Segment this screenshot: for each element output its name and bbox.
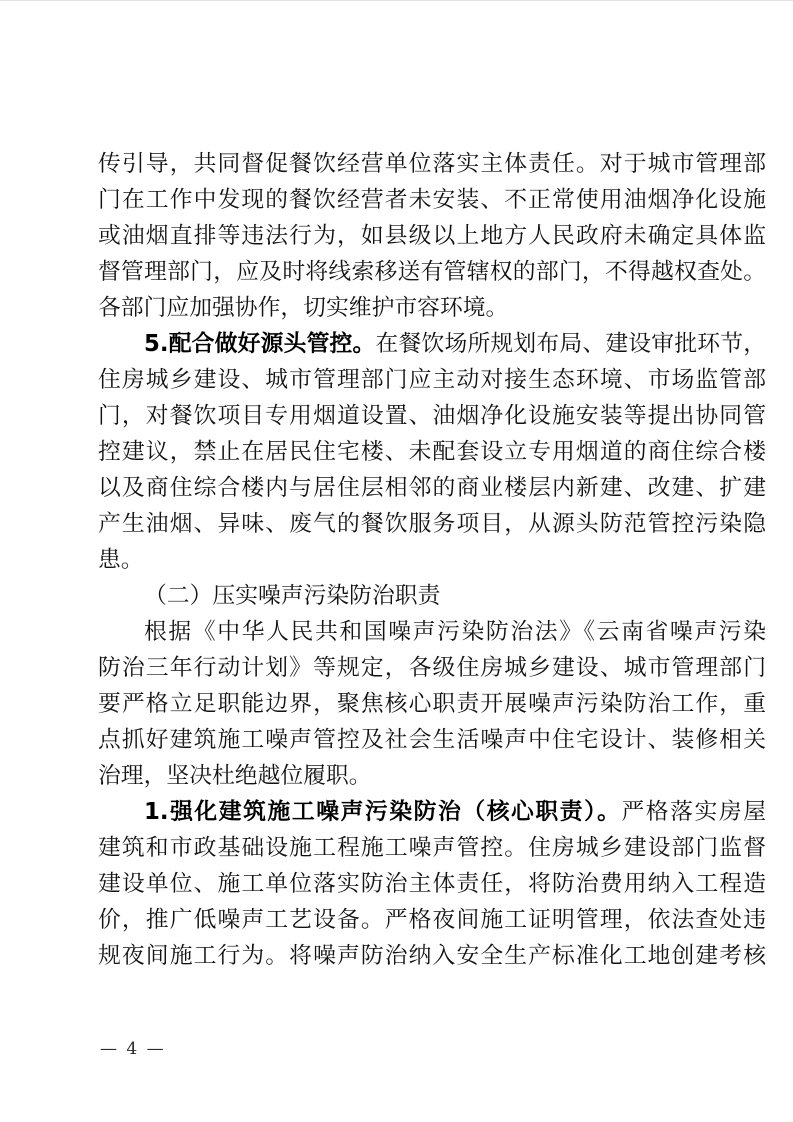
body-text: 各部门应加强协作，切实维护市容环境。 (98, 295, 509, 321)
text-line (98, 182, 766, 218)
text-line (98, 506, 766, 542)
text-line (98, 470, 766, 506)
body-text: 控建议，禁止在居民住宅楼、未配套设立专用烟道的商住综合楼 (98, 439, 766, 465)
text-line (98, 938, 766, 974)
body-text: 督管理部门，应及时将线索移送有管辖权的部门，不得越权查处。 (98, 259, 766, 285)
body-text: 治理，坚决杜绝越位履职。 (98, 763, 372, 789)
body-text: 在餐饮场所规划布局、建设审批环节， (375, 331, 766, 357)
body-text: 根据《中华人民共和国噪声污染防治法》《云南省噪声污染 (144, 619, 766, 645)
text-line (98, 434, 766, 470)
body-text: 价，推广低噪声工艺设备。严格夜间施工证明管理，依法查处违 (98, 907, 766, 933)
body-text: 要严格立足职能边界，聚焦核心职责开展噪声污染防治工作，重 (98, 691, 766, 717)
body-text: 点抓好建筑施工噪声管控及社会生活噪声中住宅设计、装修相关 (98, 727, 766, 753)
body-text: 或油烟直排等违法行为，如县级以上地方人民政府未确定具体监 (98, 223, 766, 249)
bold-heading-text: 1.强化建筑施工噪声污染防治（核心职责）。 (144, 799, 622, 825)
body-text: 产生油烟、异味、废气的餐饮服务项目，从源头防范管控污染隐 (98, 511, 766, 537)
body-text: 传引导，共同督促餐饮经营单位落实主体责任。对于城市管理部 (98, 151, 766, 177)
body-text: 患。 (98, 547, 144, 573)
body-text: 建筑和市政基础设施工程施工噪声管控。住房城乡建设部门监督 (98, 835, 766, 861)
body-text: 规夜间施工行为。将噪声防治纳入安全生产标准化工地创建考核 (98, 943, 766, 969)
text-line (98, 686, 766, 722)
body-text: 防治三年行动计划》等规定，各级住房城乡建设、城市管理部门 (98, 655, 766, 681)
body-text: 建设单位、施工单位落实防治主体责任，将防治费用纳入工程造 (98, 871, 766, 897)
text-line (98, 830, 766, 866)
text-line (98, 794, 766, 830)
document-body (98, 146, 766, 974)
body-text: 严格落实房屋 (621, 799, 766, 825)
body-text: （二）压实噪声污染防治职责 (144, 583, 441, 609)
body-text: 门，对餐饮项目专用烟道设置、油烟净化设施安装等提出协同管 (98, 403, 766, 429)
text-line (98, 650, 766, 686)
text-line (98, 722, 766, 758)
text-line (98, 362, 766, 398)
text-line (98, 614, 766, 650)
page-top-edge (0, 0, 793, 1)
text-line (98, 146, 766, 182)
text-line (98, 218, 766, 254)
body-text: 住房城乡建设、城市管理部门应主动对接生态环境、市场监管部 (98, 367, 766, 393)
text-line (98, 290, 766, 326)
bold-heading-text: 5.配合做好源头管控。 (144, 331, 376, 357)
body-text: 门在工作中发现的餐饮经营者未安装、不正常使用油烟净化设施 (98, 187, 766, 213)
page-number: — 4 — (100, 1039, 166, 1059)
text-line (98, 578, 766, 614)
text-line (98, 254, 766, 290)
text-line (98, 542, 766, 578)
text-line (98, 326, 766, 362)
text-line (98, 866, 766, 902)
text-line (98, 398, 766, 434)
text-line (98, 902, 766, 938)
text-line (98, 758, 766, 794)
body-text: 以及商住综合楼内与居住层相邻的商业楼层内新建、改建、扩建 (98, 475, 766, 501)
